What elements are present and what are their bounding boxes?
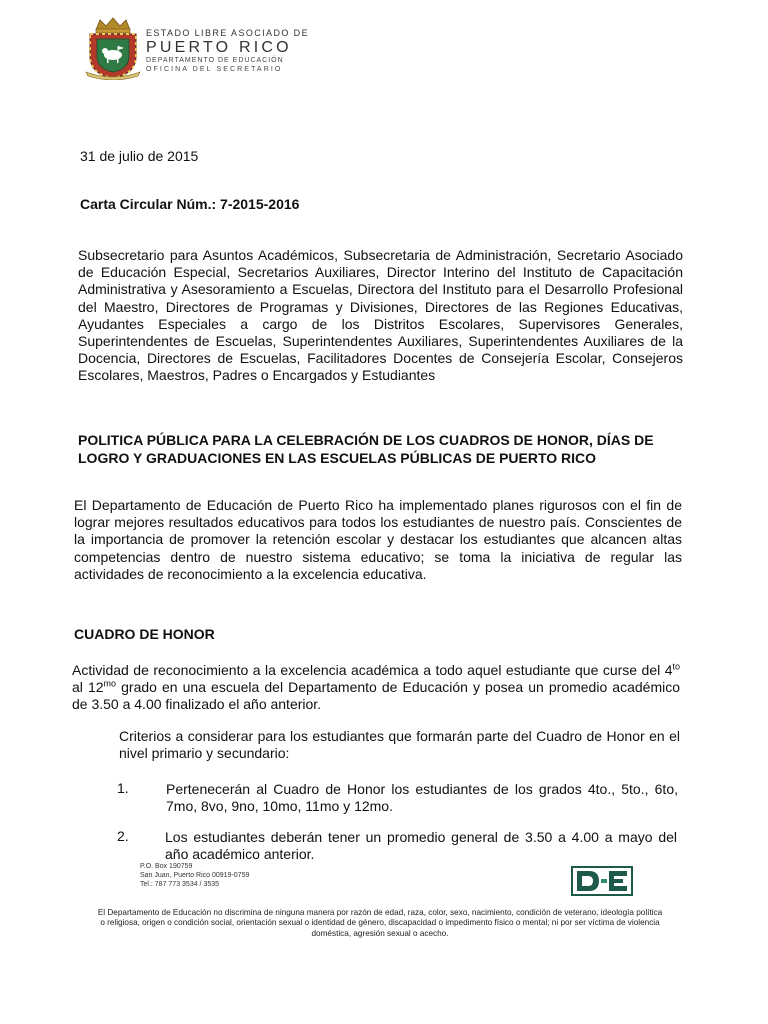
address-po-box: P.O. Box 190759: [140, 863, 193, 870]
address-city: San Juan, Puerto Rico 00919-0759: [140, 872, 250, 879]
letterhead-line-1: ESTADO LIBRE ASOCIADO DE: [146, 28, 309, 38]
circular-number: Carta Circular Núm.: 7-2015-2016: [80, 196, 300, 212]
cuadro-desc-part-3: grado en una escuela del Departamento de Educación y posea un promedio académico de 3.50 a 4.00 finalizado el año anterior.: [72, 679, 681, 713]
letterhead-department: DEPARTAMENTO DE EDUCACIÓN: [146, 57, 284, 64]
de-logo-icon: [571, 866, 633, 896]
list-item-text: Los estudiantes deberán tener un promedio general de 3.50 a 4.00 a mayo del año académico anterior.: [165, 829, 677, 863]
letterhead-office: OFICINA DEL SECRETARIO: [146, 66, 283, 73]
cuadro-desc-part-2: al 12: [72, 679, 104, 696]
letterhead: [84, 16, 324, 80]
cuadro-desc-part-1: Actividad de reconocimiento a la excelencia académica a todo aquel estudiante que curse del 4: [72, 662, 673, 678]
letter-date: 31 de julio de 2015: [80, 148, 199, 164]
superscript-to: to: [672, 661, 680, 672]
criteria-paragraph: Criterios a considerar para los estudiantes que formarán parte del Cuadro de Honor en el nivel primario y secundario:: [119, 728, 680, 762]
list-item-number: 1.: [117, 780, 129, 796]
address-phone: Tel.: 787 773 3534 / 3535: [140, 881, 220, 888]
recipients-paragraph: Subsecretario para Asuntos Académicos, Subsecretaria de Administración, Secretario Asociado de Educación Especial, Secretarios Auxiliares, Director Interino del Instituto de Capacitación Administrativa y Asesoramiento a Escuelas, Directora del Instituto para el Desarrollo Profesional del Maestro, Directores de Programas y Divisiones, Directores de las Regiones Educativas, Ayudantes Especiales a cargo de los Distritos Escolares, Supervisores Generales, Superintendentes de Escuelas, Superintendentes Auxiliares, Superintendentes Auxiliares de la Docencia, Directores de Escuelas, Facilitadores Docentes de Consejería Escolar, Consejeros Escolares, Maestros, Padres o Encargados y Estudiantes: [78, 247, 683, 384]
policy-title: POLITICA PÚBLICA PARA LA CELEBRACIÓN DE LOS CUADROS DE HONOR, DÍAS DE LOGRO Y GRADUACIONES EN LAS ESCUELAS PÚBLICAS DE PUERTO RICO: [78, 432, 654, 466]
mailing-address: [140, 862, 249, 889]
superscript-mo: mo: [103, 678, 117, 689]
coat-of-arms-icon: [84, 16, 142, 80]
section-heading-cuadro-de-honor: CUADRO DE HONOR: [74, 626, 215, 642]
list-item-text: Pertenecerán al Cuadro de Honor los estudiantes de los grados 4to., 5to., 6to, 7mo, 8vo, 9no, 10mo, 11mo y 12mo.: [166, 781, 678, 815]
intro-paragraph: El Departamento de Educación de Puerto Rico ha implementado planes rigurosos con el fin de lograr mejores resultados educativos para todos los estudiantes de nuestro país. Conscientes de la importancia de promover la retención escolar y destacar los estudiantes que alcancen altas competencias dentro de nuestro sistema educativo; se toma la iniciativa de regular las actividades de reconocimiento a la excelencia educativa.: [74, 497, 682, 582]
letterhead-country: PUERTO RICO: [146, 39, 292, 56]
non-discrimination-footer: El Departamento de Educación no discrimina de ninguna manera por razón de edad, raza, color, sexo, nacimiento, condición de veterano, ideología política o religiosa, origen o condición social, orientación sexual o identidad de género, discapacidad o impedimento físico o mental; ni por ser víctima de violencia doméstica, agresión sexual o acecho.: [97, 908, 663, 938]
cuadro-description: [72, 662, 680, 714]
list-item-number: 2.: [117, 828, 129, 844]
